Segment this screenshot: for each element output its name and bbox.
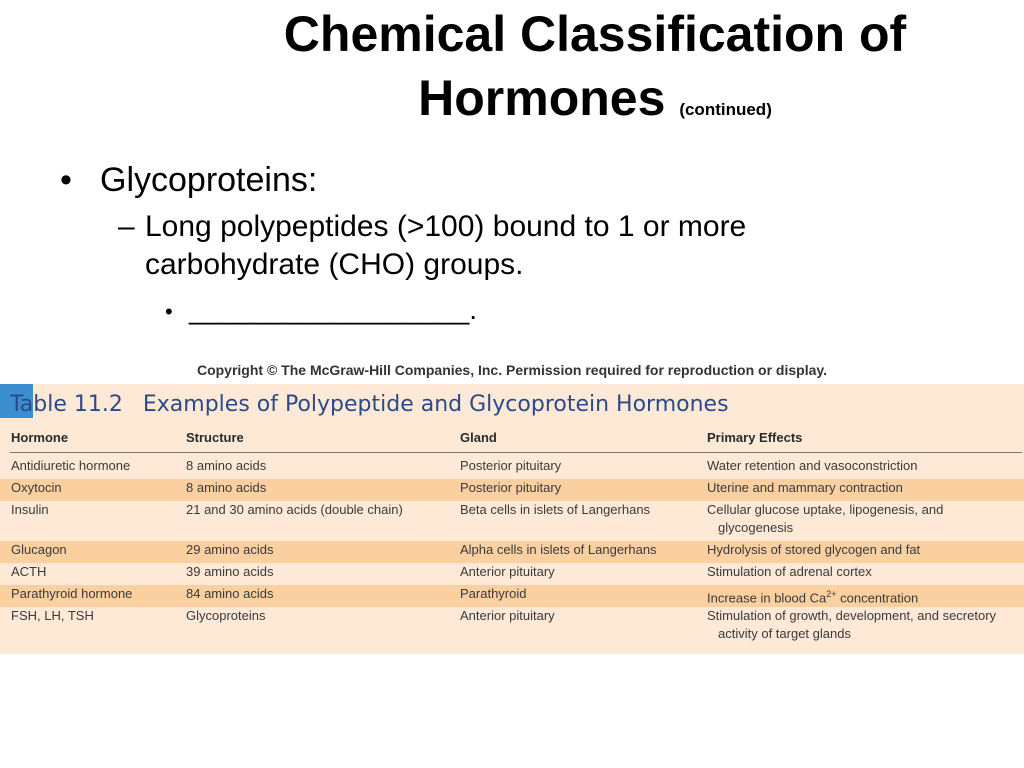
cell-structure: 8 amino acids — [186, 480, 267, 495]
cell-structure: 21 and 30 amino acids (double chain) — [186, 502, 403, 517]
cell-effect-line1: Stimulation of growth, development, and secretory — [707, 608, 997, 623]
table-row — [0, 457, 1024, 479]
cell-effect-line1: Cellular glucose uptake, lipogenesis, and — [707, 502, 944, 517]
cell-effect — [707, 585, 1019, 607]
cell-gland: Posterior pituitary — [460, 480, 562, 495]
table-row — [0, 479, 1024, 501]
table-row — [0, 585, 1024, 607]
slide-title-line2 — [175, 72, 1015, 136]
cell-effect-superscript: 2+ — [826, 589, 837, 599]
slide-title-main: Hormones — [418, 70, 666, 126]
cell-effect: Water retention and vasoconstriction — [707, 458, 918, 473]
table-caption — [10, 392, 729, 417]
bullet-marker: • — [60, 161, 72, 199]
bullet-text-blank: __________________. — [189, 294, 478, 325]
cell-gland: Posterior pituitary — [460, 458, 562, 473]
cell-gland: Anterior pituitary — [460, 564, 555, 579]
header-hormone: Hormone — [11, 430, 69, 445]
bullet-text-glycoproteins: Glycoproteins: — [100, 161, 318, 199]
cell-effect-line2: activity of target glands — [718, 626, 851, 641]
cell-hormone: Glucagon — [11, 542, 67, 557]
cell-effect — [707, 501, 1019, 537]
bullet-level3 — [165, 292, 477, 330]
table-row — [0, 541, 1024, 563]
cell-effect-tail: concentration — [836, 590, 919, 606]
cell-hormone: Oxytocin — [11, 480, 62, 495]
table-title: Examples of Polypeptide and Glycoprotein Hormones — [142, 392, 729, 417]
bullet-level2 — [118, 208, 878, 284]
cell-gland: Beta cells in islets of Langerhans — [460, 502, 651, 517]
cell-gland: Alpha cells in islets of Langerhans — [460, 542, 657, 557]
cell-effect: Uterine and mammary contraction — [707, 480, 903, 495]
table-row — [0, 501, 1024, 541]
header-primary-effects: Primary Effects — [707, 430, 803, 445]
cell-effect-line2: glycogenesis — [718, 520, 794, 535]
cell-structure: 84 amino acids — [186, 586, 274, 601]
cell-hormone: FSH, LH, TSH — [11, 608, 94, 623]
cell-structure: Glycoproteins — [186, 608, 266, 623]
cell-effect-text: Increase in blood Ca — [707, 590, 827, 606]
table-row — [0, 563, 1024, 585]
hormone-table — [0, 384, 1024, 654]
header-rule — [10, 452, 1022, 453]
header-structure: Structure — [186, 430, 244, 445]
table-row — [0, 607, 1024, 647]
cell-structure: 29 amino acids — [186, 542, 274, 557]
bullet-text-long-polypeptides: Long polypeptides (>100) bound to 1 or more carbohydrate (CHO) groups. — [145, 210, 747, 281]
dash-marker: – — [118, 210, 135, 243]
bullet-marker-small: • — [165, 299, 173, 324]
slide-title-suffix: (continued) — [679, 100, 772, 119]
cell-structure: 8 amino acids — [186, 458, 267, 473]
bullet-level1 — [60, 160, 317, 200]
cell-hormone: ACTH — [11, 564, 47, 579]
cell-gland: Anterior pituitary — [460, 608, 555, 623]
table-number: Table 11.2 — [10, 392, 123, 417]
cell-hormone: Insulin — [11, 502, 49, 517]
cell-hormone: Antidiuretic hormone — [11, 458, 131, 473]
header-gland: Gland — [460, 430, 497, 445]
copyright-notice: Copyright © The McGraw-Hill Companies, Inc. Permission required for reproduction or display. — [196, 362, 828, 378]
cell-gland: Parathyroid — [460, 586, 527, 601]
cell-effect: Stimulation of adrenal cortex — [707, 564, 872, 579]
cell-structure: 39 amino acids — [186, 564, 274, 579]
slide-title-line1: Chemical Classification of — [283, 6, 907, 62]
cell-hormone: Parathyroid hormone — [11, 586, 133, 601]
cell-effect — [707, 607, 1019, 643]
cell-effect: Hydrolysis of stored glycogen and fat — [707, 542, 921, 557]
